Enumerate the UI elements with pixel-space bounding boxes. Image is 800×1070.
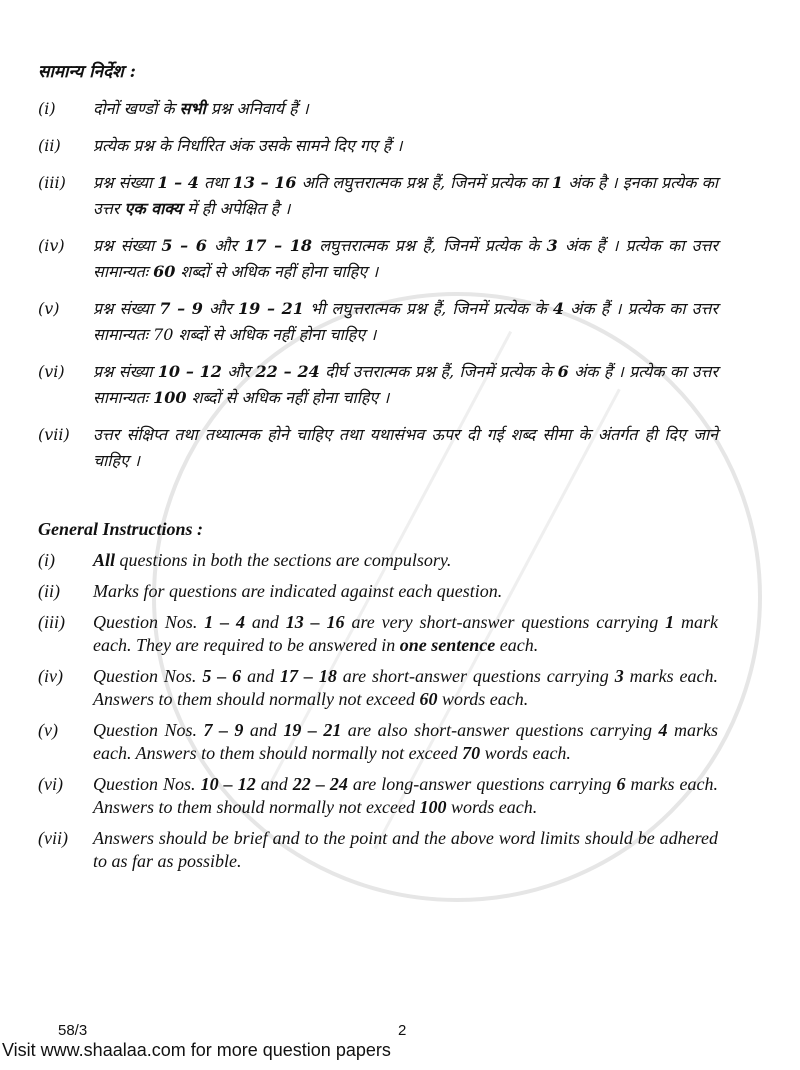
item-text — [93, 827, 718, 873]
text-segment: are short-answer questions carrying — [336, 666, 615, 686]
page-number: 2 — [398, 1022, 407, 1039]
bold-text: 3 — [614, 666, 624, 686]
bold-text: 60 — [153, 262, 176, 281]
bold-text: सभी — [179, 99, 206, 118]
bold-text: 1 — [665, 612, 675, 632]
instruction-item — [38, 773, 718, 819]
text-segment: अंक हैं । प्रत्येक का उत्तर सामान्यतः — [93, 236, 718, 281]
item-text — [93, 233, 718, 285]
instruction-item — [38, 96, 718, 122]
bold-text: 13 – 16 — [232, 173, 297, 192]
bold-text: 10 – 12 — [200, 774, 256, 794]
hindi-heading: सामान्य निर्देश : — [38, 62, 136, 82]
text-segment: each. — [495, 635, 539, 655]
text-segment: तथा — [198, 173, 233, 192]
item-number: (vii) — [38, 828, 68, 848]
text-segment: marks each. Answers to them should normally not exceed — [93, 720, 719, 763]
item-number: (vii) — [38, 425, 70, 444]
bold-text: 5 – 6 — [202, 666, 242, 686]
text-segment: लघुत्तरात्मक प्रश्न हैं, जिनमें प्रत्येक के — [312, 236, 547, 255]
english-instructions — [38, 549, 718, 873]
text-segment: में ही अपेक्षित है । — [182, 199, 291, 218]
bold-text: 1 — [551, 173, 564, 192]
text-segment: और — [206, 236, 245, 255]
item-number: (vi) — [38, 362, 65, 381]
bold-text: 7 – 9 — [159, 299, 203, 318]
bold-text: 6 — [616, 774, 626, 794]
text-segment: Question Nos. — [93, 720, 204, 740]
bold-text: 13 – 16 — [285, 612, 345, 632]
text-segment: प्रश्न अनिवार्य हैं । — [205, 99, 309, 118]
item-number: (v) — [38, 720, 58, 740]
bold-text: 7 – 9 — [203, 720, 244, 740]
text-segment: words each. — [437, 689, 529, 709]
instruction-item — [38, 611, 718, 657]
item-number: (vi) — [38, 774, 63, 794]
text-segment: प्रत्येक प्रश्न के निर्धारित अंक उसके सामने दिए गए हैं । — [93, 136, 403, 155]
text-segment: अति लघुत्तरात्मक प्रश्न हैं, जिनमें प्रत्येक का — [296, 173, 552, 192]
text-segment: words each. — [446, 797, 538, 817]
instruction-item — [38, 233, 718, 285]
item-text — [93, 359, 718, 411]
text-segment: अंक हैं । प्रत्येक का उत्तर सामान्यतः — [93, 362, 718, 407]
text-segment: and — [241, 666, 280, 686]
item-number: (iv) — [38, 236, 65, 255]
item-number: (i) — [38, 550, 55, 570]
text-segment: भी लघुत्तरात्मक प्रश्न हैं, जिनमें प्रत्येक के — [303, 299, 553, 318]
text-segment: Question Nos. — [93, 774, 201, 794]
instruction-item — [38, 133, 718, 159]
text-segment: दीर्घ उत्तरात्मक प्रश्न हैं, जिनमें प्रत्येक के — [319, 362, 558, 381]
item-text — [93, 170, 718, 222]
bold-text: 4 — [552, 299, 564, 318]
paper-code: 58/3 — [58, 1022, 88, 1039]
text-segment: and — [255, 774, 293, 794]
instruction-item — [38, 580, 718, 603]
bold-text: 3 — [546, 236, 558, 255]
instruction-item — [38, 549, 718, 572]
item-text — [93, 580, 718, 603]
bold-text: 70 — [462, 743, 481, 763]
item-number: (iv) — [38, 666, 63, 686]
bold-text: 1 – 4 — [204, 612, 246, 632]
text-segment: शब्दों से अधिक नहीं होना चाहिए । — [175, 262, 379, 281]
item-number: (iii) — [38, 173, 66, 192]
instruction-item — [38, 422, 718, 474]
bold-text: 19 – 21 — [283, 720, 342, 740]
bold-text: one sentence — [399, 635, 496, 655]
item-text — [93, 549, 718, 572]
instruction-item — [38, 827, 718, 873]
instruction-item — [38, 359, 718, 411]
text-segment: mark each. They are required to be answered in — [93, 612, 719, 655]
text-segment: प्रश्न संख्या — [93, 362, 158, 381]
item-text — [93, 665, 718, 711]
text-segment: प्रश्न संख्या — [93, 236, 162, 255]
item-number: (ii) — [38, 136, 61, 155]
item-text — [93, 422, 718, 474]
bold-text: 100 — [153, 388, 187, 407]
bold-text: 19 – 21 — [238, 299, 304, 318]
bold-text: 17 – 18 — [244, 236, 313, 255]
bold-text: 5 – 6 — [161, 236, 207, 255]
item-number: (i) — [38, 99, 56, 118]
text-segment: and — [245, 612, 286, 632]
text-segment: उत्तर संक्षिप्त तथा तथ्यात्मक होने चाहिए तथा यथासंभव ऊपर दी गई शब्द सीमा के अंतर्गत ही दिए जाने चाहिए । — [93, 425, 718, 470]
instruction-item — [38, 719, 718, 765]
item-text — [93, 96, 718, 122]
text-segment: marks each. Answers to them should normally not exceed — [93, 774, 719, 817]
hindi-instructions — [38, 96, 718, 474]
bold-text: All — [93, 550, 116, 570]
instruction-item — [38, 170, 718, 222]
text-segment: अंक है । इनका प्रत्येक का उत्तर — [93, 173, 719, 218]
text-segment: Marks for questions are indicated against each question. — [93, 581, 503, 601]
item-number: (iii) — [38, 612, 65, 632]
bold-text: 22 – 24 — [292, 774, 348, 794]
text-segment: Question Nos. — [93, 666, 203, 686]
english-heading: General Instructions : — [38, 519, 204, 539]
text-segment: और — [221, 362, 256, 381]
text-segment: प्रश्न संख्या — [93, 299, 160, 318]
item-text — [93, 719, 718, 765]
bold-text: 10 – 12 — [157, 362, 222, 381]
text-segment: Question Nos. — [93, 612, 205, 632]
text-segment: और — [202, 299, 239, 318]
item-text — [93, 133, 718, 159]
bold-text: एक वाक्य — [124, 199, 183, 218]
bold-text: 6 — [557, 362, 569, 381]
instruction-item — [38, 296, 718, 348]
item-number: (ii) — [38, 581, 60, 601]
text-segment: are long-answer questions carrying — [347, 774, 617, 794]
item-number: (v) — [38, 299, 60, 318]
text-segment: and — [243, 720, 284, 740]
text-segment: Answers should be brief and to the point and the above word limits should be adhered to as far as possible. — [93, 828, 718, 871]
text-segment: marks each. Answers to them should normally not exceed — [93, 666, 719, 709]
text-segment: शब्दों से अधिक नहीं होना चाहिए । — [186, 388, 390, 407]
bold-text: 22 – 24 — [255, 362, 320, 381]
text-segment: are also short-answer questions carrying — [341, 720, 659, 740]
bold-text: 100 — [419, 797, 447, 817]
bold-text: 60 — [419, 689, 438, 709]
bold-text: 1 – 4 — [157, 173, 199, 192]
text-segment: questions in both the sections are compulsory. — [115, 550, 452, 570]
text-segment: words each. — [480, 743, 571, 763]
item-text — [93, 773, 718, 819]
text-segment: अंक हैं । प्रत्येक का उत्तर सामान्यतः 70 शब्दों से अधिक नहीं होना चाहिए । — [93, 299, 719, 344]
bold-text: 17 – 18 — [280, 666, 337, 686]
instruction-item — [38, 665, 718, 711]
visit-link[interactable]: Visit www.shaalaa.com for more question papers — [2, 1040, 391, 1060]
text-segment: दोनों खण्डों के — [93, 99, 180, 118]
item-text — [93, 296, 718, 348]
bold-text: 4 — [658, 720, 668, 740]
text-segment: are very short-answer questions carrying — [344, 612, 666, 632]
text-segment: प्रश्न संख्या — [93, 173, 158, 192]
item-text — [93, 611, 718, 657]
